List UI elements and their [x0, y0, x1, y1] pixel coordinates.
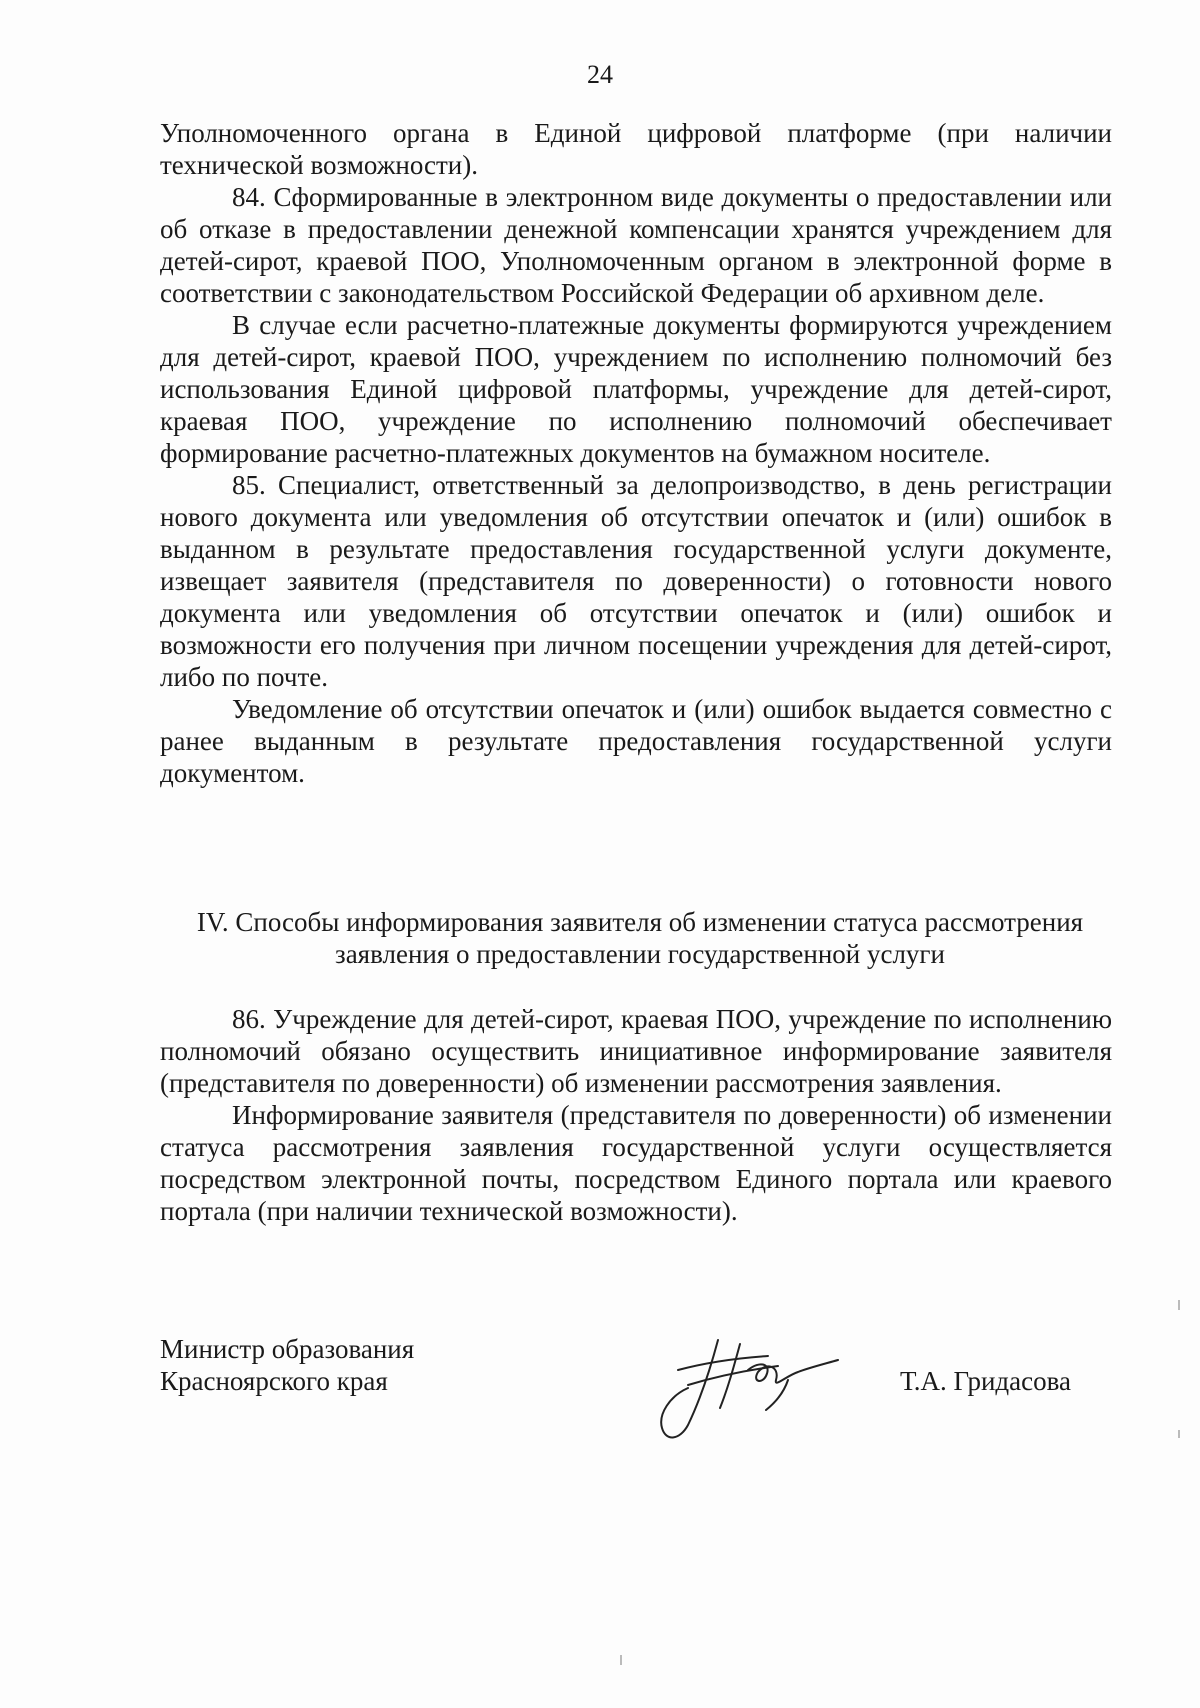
document-body-section-4: [160, 1003, 1112, 1227]
scan-artifact: [1178, 1430, 1180, 1438]
paragraph-84: 84. Сформированные в электронном виде документы о предоставлении или об отказе в предоставлении денежной компенсации хранятся учреждением для детей-сирот, краевой ПОО, Уполномоченным органом в электронной форме в соответствии с законодательством Российской Федерации об архивном деле.: [160, 182, 1112, 308]
signatory-title-line-1: Министр образования: [160, 1334, 415, 1364]
paragraph-86: 86. Учреждение для детей-сирот, краевая ПОО, учреждение по исполнению полномочий обязано осуществить инициативное информирование заявителя (представителя по доверенности) об изменении рассмотрения заявления.: [160, 1004, 1112, 1098]
paragraph-notification: Уведомление об отсутствии опечаток и (или) ошибок выдается совместно с ранее выданным в результате предоставления государственной услуги документом.: [160, 694, 1112, 788]
paragraph-informing: Информирование заявителя (представителя по доверенности) об изменении статуса рассмотрения заявления государственной услуги осуществляется посредством электронной почты, посредством Единого портала или краевого портала (при наличии технической возможности).: [160, 1100, 1112, 1226]
section-heading: [150, 906, 1130, 970]
paragraph-85: 85. Специалист, ответственный за делопроизводство, в день регистрации нового документа или уведомления об отсутствии опечаток и (или) ошибок в выданном в результате предоставления государственной услуги документе, извещает заявителя (представителя по доверенности) о готовности нового документа или уведомления об отсутствии опечаток и (или) ошибок и возможности его получения при личном посещении учреждения для детей-сирот, либо по почте.: [160, 470, 1112, 692]
page-number: 24: [587, 60, 613, 89]
section-heading-line-2: заявления о предоставлении государственной услуги: [335, 939, 945, 969]
signatory-title: [160, 1333, 414, 1397]
scan-artifact: [620, 1655, 622, 1665]
section-heading-line-1: IV. Способы информирования заявителя об изменении статуса рассмотрения: [196, 907, 1084, 937]
paragraph-continuation: Уполномоченного органа в Единой цифровой платформе (при наличии технической возможности).: [160, 118, 1112, 180]
document-body: [160, 117, 1112, 789]
handwritten-signature-icon: [648, 1330, 848, 1450]
paragraph-payment-docs: В случае если расчетно-платежные документы формируются учреждением для детей-сирот, краевой ПОО, учреждением по исполнению полномочий без использования Единой цифровой платформы, учреждение для детей-сирот, краевая ПОО, учреждение по исполнению полномочий обеспечивает формирование расчетно-платежных документов на бумажном носителе.: [160, 310, 1112, 468]
signer-name: Т.А. Гридасова: [900, 1366, 1071, 1396]
scan-artifact: [1178, 1300, 1180, 1310]
signatory-title-line-2: Красноярского края: [160, 1366, 388, 1396]
